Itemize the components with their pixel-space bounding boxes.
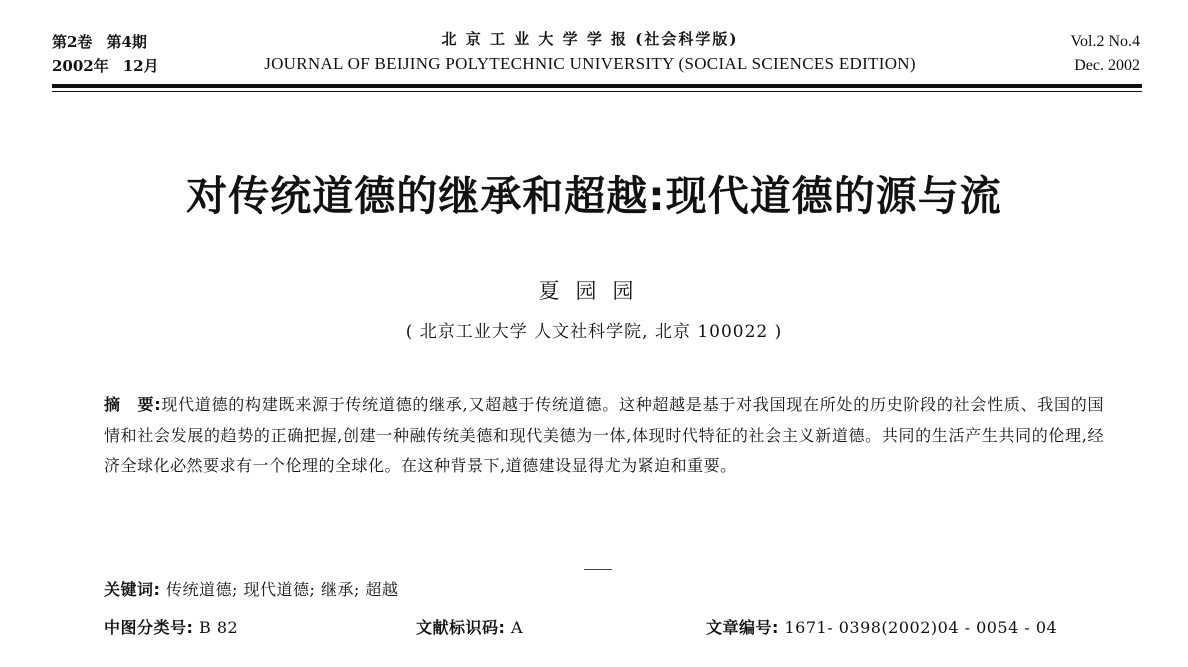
- journal-name: [195, 28, 985, 76]
- date-en: Dec. 2002: [1074, 57, 1140, 74]
- journal-name-en: JOURNAL OF BEIJING POLYTECHNIC UNIVERSITY (SOCIAL SCIENCES EDITION): [264, 54, 916, 73]
- document-code-label: 文献标识码:: [416, 618, 506, 637]
- issue-info: [52, 30, 159, 78]
- issue-info-en: [1071, 30, 1141, 78]
- author-name: 夏园园: [538, 279, 650, 303]
- volume-label: 第2卷: [52, 33, 93, 51]
- month-label: 12月: [122, 57, 159, 75]
- separator-rule: [584, 569, 612, 570]
- classification-value: B 82: [199, 618, 239, 637]
- document-code-value: A: [511, 618, 524, 637]
- article-number: [706, 614, 1057, 642]
- vol-no-en: Vol.2 No.4: [1070, 33, 1140, 50]
- year-label: 2002年: [52, 57, 109, 75]
- author-affiliation: ( 北京工业大学 人文社科学院, 北京 100022 ): [405, 322, 783, 342]
- abstract-text: 现代道德的构建既来源于传统道德的继承,又超越于传统道德。这种超越是基于对我国现在所处的历史阶段的社会性质、我国的国情和社会发展的趋势的正确把握,创建一种融传统美德和现代美德为一体,体现时代特征的社会主义新道德。共同的生活产生共同的伦理,经济全球化必然要求有一个伦理的全球化。在这种背景下,道德建设显得尤为紧迫和重要。: [104, 395, 1104, 475]
- keywords: [104, 576, 398, 604]
- article-number-value: 1671- 0398(2002)04 - 0054 - 04: [784, 618, 1058, 637]
- document-code: [416, 614, 523, 642]
- classification-label: 中图分类号:: [104, 618, 194, 637]
- keywords-label: 关键词:: [104, 580, 161, 599]
- article-title: 对传统道德的继承和超越:现代道德的源与流: [186, 172, 1002, 220]
- classification-number: [104, 614, 238, 642]
- header-rule-thin: [52, 91, 1142, 92]
- header-rule-thick: [52, 84, 1142, 88]
- journal-name-cn: 北 京 工 业 大 学 学 报 (社会科学版): [441, 30, 739, 48]
- article-number-label: 文章编号:: [706, 618, 779, 637]
- abstract-label: 摘 要:: [104, 395, 162, 414]
- abstract: [104, 390, 1104, 482]
- issue-label: 第4期: [106, 33, 147, 51]
- keywords-text: 传统道德; 现代道德; 继承; 超越: [166, 580, 399, 599]
